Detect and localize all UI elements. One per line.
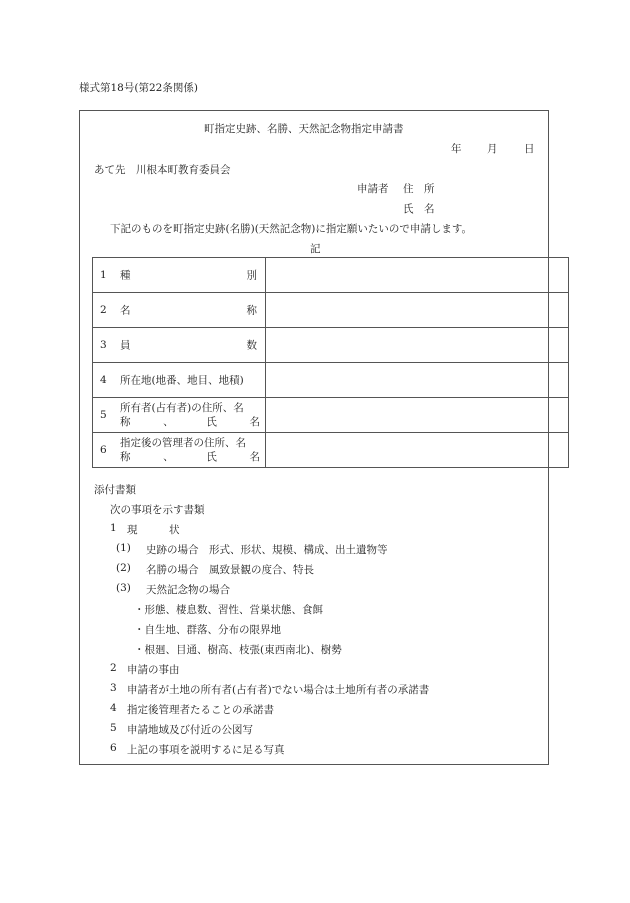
label-part: 氏 — [206, 416, 217, 428]
statement: 下記のものを町指定史跡(名勝)(天然記念物)に指定願いたいので申請します。 — [110, 223, 473, 235]
table-row — [93, 433, 569, 468]
sub-item-2: 名勝の場合 風致景観の度合、特長 — [146, 564, 314, 576]
label-part: 氏 — [206, 451, 217, 463]
bullet-item: ・形態、棲息数、習性、営巣状態、食餌 — [134, 604, 323, 616]
attachment-item-6: 上記の事項を説明するに足る写真 — [127, 744, 285, 756]
attachment-item-4: 指定後管理者たることの承諾書 — [127, 704, 274, 716]
label-part: 称 — [120, 416, 131, 428]
address-label: 住 所 — [403, 183, 435, 195]
label-part: 、 — [163, 451, 174, 463]
sub-item-1-no: (1) — [116, 542, 131, 554]
attachment-item-2: 申請の事由 — [127, 664, 180, 676]
manager-value-cell[interactable] — [266, 433, 569, 468]
row-label-right: 称 — [246, 304, 257, 317]
label-part: 名 — [249, 451, 260, 463]
date-month: 月 — [487, 143, 498, 155]
date-year: 年 — [451, 143, 462, 155]
attachment-item-1-no: 1 — [110, 522, 117, 534]
label-part: 名 — [249, 416, 260, 428]
table-row — [93, 363, 569, 398]
attachment-item-5: 申請地域及び付近の公図写 — [127, 724, 253, 736]
sub-item-3: 天然記念物の場合 — [146, 584, 230, 596]
table-row — [93, 398, 569, 433]
row-label: 所在地(地番、地目、地積) — [120, 374, 244, 387]
row-label-right: 別 — [246, 269, 257, 282]
attachment-item-3: 申請者が土地の所有者(占有者)でない場合は土地所有者の承諾書 — [127, 684, 430, 696]
form-title: 町指定史跡、名勝、天然記念物指定申請書 — [204, 123, 404, 135]
sub-item-2-no: (2) — [116, 562, 131, 574]
type-value-cell[interactable] — [266, 258, 569, 293]
row-number: 4 — [100, 374, 107, 386]
location-value-cell[interactable] — [266, 363, 569, 398]
date-day: 日 — [524, 143, 535, 155]
row-label-line2 — [120, 450, 260, 464]
attachments-intro: 次の事項を示す書類 — [110, 504, 205, 516]
table-row — [93, 293, 569, 328]
ki-mark: 記 — [310, 243, 321, 255]
row-label-two-line — [120, 401, 260, 429]
form-number: 様式第18号(第22条関係) — [79, 82, 198, 94]
table-row — [93, 258, 569, 293]
attachment-item-3-no: 3 — [110, 682, 117, 694]
attachment-item-2-no: 2 — [110, 662, 117, 674]
bullet-item: ・自生地、群落、分布の限界地 — [134, 624, 281, 636]
items-table — [92, 257, 569, 468]
row-label-left: 員 — [120, 339, 131, 352]
name-value-cell[interactable] — [266, 293, 569, 328]
row-label-right: 数 — [246, 339, 257, 352]
attachments-heading: 添付書類 — [94, 484, 136, 496]
row-label-two-line — [120, 436, 260, 464]
sub-item-3-no: (3) — [116, 582, 131, 594]
attachment-item-6-no: 6 — [110, 742, 117, 754]
row-label-left: 名 — [120, 304, 131, 317]
row-label-line2 — [120, 415, 260, 429]
table-row — [93, 328, 569, 363]
row-label-line1: 指定後の管理者の住所、名 — [120, 437, 246, 449]
label-part: 、 — [163, 416, 174, 428]
row-number: 5 — [100, 409, 107, 421]
row-label-line1: 所有者(占有者)の住所、名 — [120, 402, 244, 414]
name-label: 氏 名 — [403, 203, 435, 215]
row-number: 6 — [100, 444, 107, 456]
row-number: 1 — [100, 269, 107, 281]
applicant-label: 申請者 — [357, 183, 389, 195]
attachment-item-5-no: 5 — [110, 722, 117, 734]
attachment-item-1: 現 状 — [127, 524, 180, 536]
bullet-item: ・根廻、目通、樹高、枝張(東西南北)、樹勢 — [134, 644, 342, 656]
label-part: 称 — [120, 451, 131, 463]
owner-value-cell[interactable] — [266, 398, 569, 433]
row-label-left: 種 — [120, 269, 131, 282]
sub-item-1: 史跡の場合 形式、形状、規模、構成、出土遺物等 — [146, 544, 388, 556]
attachment-item-4-no: 4 — [110, 702, 117, 714]
count-value-cell[interactable] — [266, 328, 569, 363]
row-number: 3 — [100, 339, 107, 351]
row-number: 2 — [100, 304, 107, 316]
addressee: あて先 川根本町教育委員会 — [94, 164, 231, 176]
